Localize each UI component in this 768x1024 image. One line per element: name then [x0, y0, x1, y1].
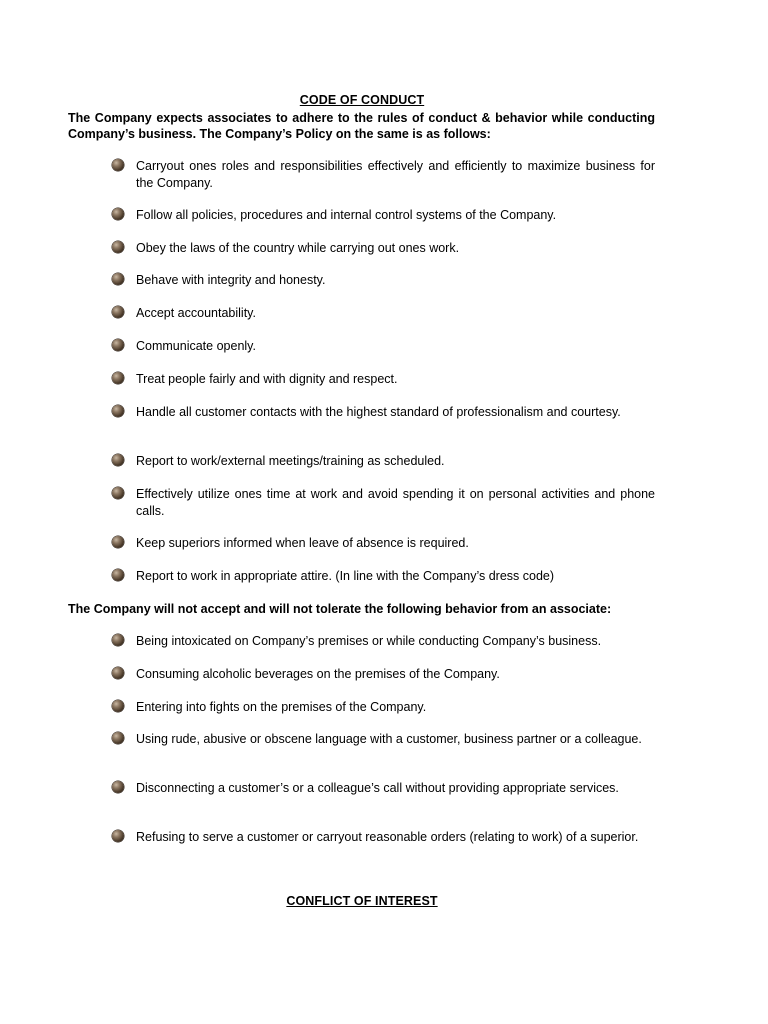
list-item-text: Consuming alcoholic beverages on the premises of the Company. [136, 667, 500, 681]
bullet-icon [112, 781, 124, 793]
bullet-icon [112, 667, 124, 679]
list-item-text: Handle all customer contacts with the highest standard of professionalism and courtesy. [136, 405, 621, 419]
bullet-icon [112, 273, 124, 285]
bullet-icon [112, 569, 124, 581]
list-item-text: Treat people fairly and with dignity and respect. [136, 372, 398, 386]
list-item-text: Being intoxicated on Company’s premises or while conducting Company’s business. [136, 634, 602, 648]
list-item-text: Report to work in appropriate attire. (In line with the Company’s dress code) [136, 569, 555, 583]
list-item-text: Disconnecting a customer’s or a colleague’s call without providing appropriate services. [136, 781, 619, 795]
bullet-icon [112, 487, 124, 499]
bullet-icon [112, 830, 124, 842]
bullet-icon [112, 339, 124, 351]
list-item-text: Report to work/external meetings/training as scheduled. [136, 454, 445, 468]
bullet-icon [112, 306, 124, 318]
bullet-icon [112, 208, 124, 220]
list-item-text: Effectively utilize ones time at work and avoid spending it on personal activities and phone calls. [136, 487, 655, 518]
section-heading-conflict-of-interest: CONFLICT OF INTEREST [286, 894, 438, 908]
list-item-text: Behave with integrity and honesty. [136, 273, 326, 287]
prohibited-intro-paragraph: The Company will not accept and will not tolerate the following behavior from an associate: [68, 602, 612, 616]
bullet-icon [112, 536, 124, 548]
list-item-text: Communicate openly. [136, 339, 256, 353]
bullet-icon [112, 159, 124, 171]
list-item-text: Carryout ones roles and responsibilities effectively and efficiently to maximize business for the Company. [136, 159, 655, 190]
bullet-icon [112, 634, 124, 646]
section-heading-code-of-conduct: CODE OF CONDUCT [299, 93, 425, 107]
list-item-text: Accept accountability. [136, 306, 256, 320]
bullet-icon [112, 405, 124, 417]
bullet-icon [112, 732, 124, 744]
list-item-text: Keep superiors informed when leave of absence is required. [136, 536, 469, 550]
list-item-text: Follow all policies, procedures and internal control systems of the Company. [136, 208, 557, 222]
bullet-icon [112, 454, 124, 466]
list-item-text: Using rude, abusive or obscene language with a customer, business partner or a colleague. [136, 732, 642, 746]
bullet-icon [112, 372, 124, 384]
list-item-text: Refusing to serve a customer or carryout reasonable orders (relating to work) of a superior. [136, 830, 639, 844]
bullet-icon [112, 700, 124, 712]
list-item-text: Obey the laws of the country while carrying out ones work. [136, 241, 460, 255]
intro-paragraph: The Company expects associates to adhere to the rules of conduct & behavior while conducting Company’s business. The Company’s Policy on the same is as follows: [68, 111, 655, 141]
bullet-icon [112, 241, 124, 253]
list-item-text: Entering into fights on the premises of the Company. [136, 700, 427, 714]
